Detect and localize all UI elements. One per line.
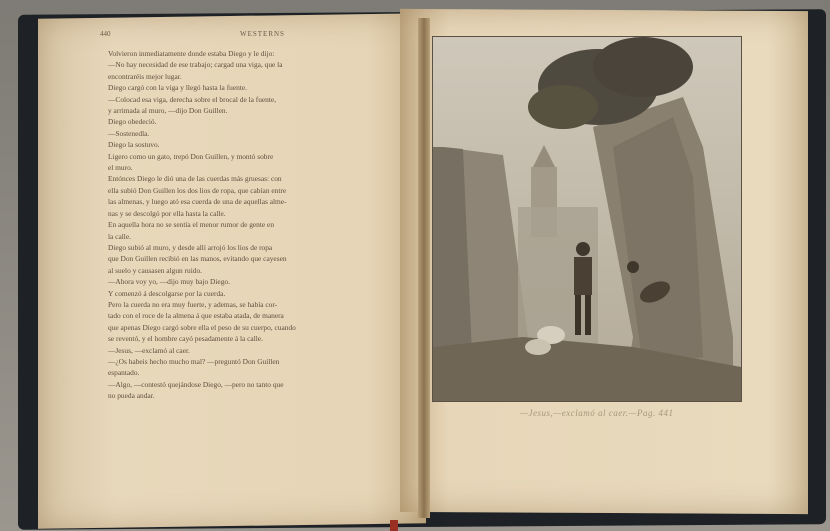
text-line: y arrimada al muro, —dijo Don Guillen. (108, 106, 228, 116)
text-line: espantado. (108, 368, 140, 378)
text-line: Entónces Diego le dió una de las cuerdas más gruesas: con (108, 174, 282, 184)
body-text (98, 48, 394, 402)
text-line: —Algo, —contestó quejándose Diego, —pero no tanto que (108, 379, 284, 389)
text-line: las almenas, y luego ató esa cuerda de una de aquellas alme- (108, 197, 287, 207)
engraving-illustration-drawing (433, 37, 741, 401)
text-line: Diego la sostuvo. (108, 140, 160, 150)
text-line: tado con el roce de la almena á que estaba atada, de manera (108, 311, 284, 321)
text-line: la calle. (108, 231, 131, 241)
text-line: En aquella hora no se sentía el menor rumor de gente en (108, 220, 275, 230)
text-line: —Sostenedla. (108, 128, 150, 138)
text-line: Diego obedeció. (108, 117, 157, 127)
engraving-illustration (432, 36, 742, 402)
text-line: que apenas Diego cargó sobre ella el peso de su cuerpo, cuando (108, 322, 296, 332)
text-line: Diego subió al muro, y desde allí arrojó los lios de ropa (108, 242, 273, 252)
running-head: WESTERNS (240, 30, 285, 38)
text-line: nas y se descolgó por ella hasta la calle. (108, 208, 226, 218)
text-line: encontraréis mejor lugar. (108, 71, 182, 81)
text-line: ella subió Don Guillen los dos lios de ropa, que cabían entre (108, 185, 287, 195)
text-line: al suelo y causasen algun ruido. (108, 265, 202, 275)
page-number: 440 (100, 30, 111, 38)
text-line: Volvieron inmediatamente donde estaba Diego y le dijo: (108, 49, 275, 58)
text-line: no pueda andar. (108, 391, 155, 401)
text-line: —Jesus, —exclamó al caer. (108, 345, 190, 355)
text-line: Pero la cuerda no era muy fuerte, y ademas, se había cor- (108, 299, 278, 309)
illustration-caption: —Jesus,—exclamó al caer.—Pag. 441 (520, 408, 674, 418)
bookmark-ribbon (390, 520, 398, 531)
text-line: Ligero como un gato, trepó Don Guillen, y montó sobre (108, 151, 274, 161)
text-line: —¿Os habeis hecho mucho mal? —preguntó Don Guillen (108, 356, 280, 366)
text-line: Diego cargó con la viga y llegó hasta la fuente. (108, 83, 248, 93)
text-line: el muro. (108, 163, 133, 173)
text-line: se reventó, y el hombre cayó pesadamente á la calle. (108, 334, 263, 344)
text-line: —Colocad esa viga, derecha sobre el brocal de la fuente, (108, 94, 277, 104)
text-line: —Ahora voy yo, —dijo muy bajo Diego. (108, 277, 230, 287)
book-gutter (418, 18, 430, 518)
text-line: que Don Guillen recibió en las manos, evitando que cayesen (108, 254, 287, 264)
text-line: Y comenzó á descolgarse por la cuerda. (108, 288, 226, 298)
text-line: —No hay necesidad de ese trabajo; cargad una viga, que la (108, 60, 283, 70)
